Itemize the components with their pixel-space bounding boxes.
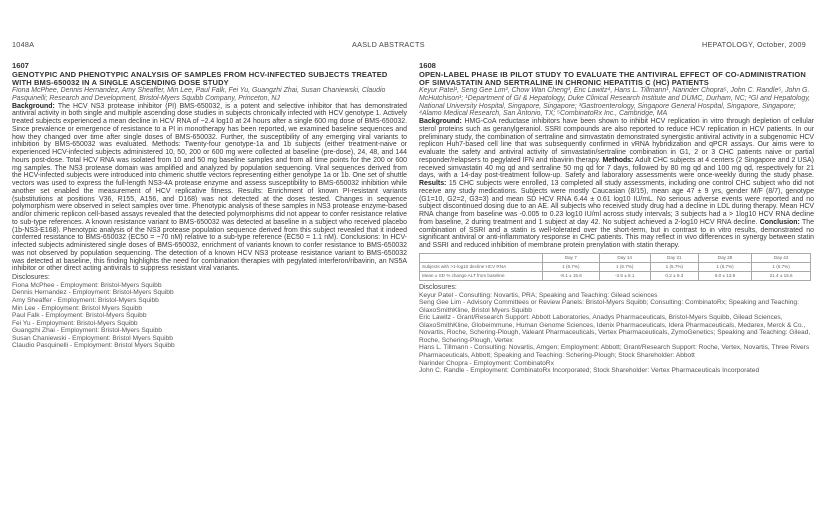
table-cell: 1 (6.7%) bbox=[698, 262, 751, 271]
disclosure-item: Min Lee - Employment: Bristol Myers Squibb bbox=[12, 304, 143, 312]
disclosure-item: Eric Lawitz - Grant/Research Support: Abbott Laboratories, Anadys Pharmaceuticals, Bristol-Myers Squibb, Gilead Sciences, GlaxoSmithKline, Globeimmune, Human Genome Sciences, Idenix Pharmaceuticals, Idera Pharmaceuticals, Medarex, Merck & Co., Novartis, Roche, Schering-Plough, Valeant Pharmaceuticals, Vertex Pharmaceuticals, ZymoGenetics; Speaking and Teaching: Gilead, Roche, Schering-Plough, Vertex bbox=[419, 314, 811, 344]
disclosure-item: Seng Gee Lim - Advisory Committees or Review Panels: Bristol-Myers Squibb; Consulting: CombinatoRx; Speaking and Teaching: GlaxoSmithKline, Bristol Myers Squibb bbox=[419, 299, 799, 314]
section-label: Background: bbox=[12, 102, 55, 110]
disclosure-item: Hans L. Tillmann - Consulting: Novartis, Amgen; Employment: Abbott; Grant/Research Support: Roche, Vertex, Novartis, Three Rivers Pharmaceuticals, Abbott; Speaking and Teaching: Schering-Plough; Stock Shareholder: Abbott bbox=[419, 344, 810, 360]
abstract-body bbox=[419, 118, 814, 250]
disclosure-item: Dennis Hernandez - Employment: Bristol-Myers Squibb bbox=[12, 289, 174, 297]
running-header bbox=[0, 40, 820, 52]
table-cell: -3.5 ± 8.1 bbox=[599, 271, 650, 280]
table-cell: Mean ± SD % change ALT from baseline bbox=[420, 271, 543, 280]
disclosure-item: John C. Randle - Employment: CombinatoRx Incorporated; Stock Shareholder: Vertex Pharmaceuticals Incorporated bbox=[419, 367, 760, 375]
table-cell: 0.2 ± 9.3 bbox=[650, 271, 698, 280]
disclosure-item: Claudio Pasquinelli - Employment: Bristol Myers Squibb bbox=[12, 342, 175, 350]
table-cell: 1 (6.7%) bbox=[650, 262, 698, 271]
disclosure-list bbox=[12, 282, 407, 350]
table-cell: Subjects with >1-log10 decline HCV RNA bbox=[420, 262, 543, 271]
abstract-number: 1608 bbox=[419, 61, 436, 70]
table-header-cell: Day 7 bbox=[543, 253, 600, 262]
disclosures-heading: Disclosures: bbox=[419, 283, 457, 291]
page-number: 1048A bbox=[12, 40, 35, 49]
table-header-cell: Day 28 bbox=[698, 253, 751, 262]
table-row bbox=[420, 271, 811, 280]
abstract-body bbox=[12, 103, 407, 274]
author-list: Keyur Patel¹, Seng Gee Lim², Chow Wan Cheng³, Eric Lawitz⁴, Hans L. Tillmann¹, Narinder Chopra⁵, John C. Randle⁵, John G. McHutchison¹; ¹Department of GI & Hepatology, Duke Clinical Research Institute and DUMC, Durham, NC; ²GI and Hepatology, National University Hospital, Singapore, Singapore; ³Gastroenterology, Singapore General Hospital, Singapore, Singapore; ⁴Alamo Medical Research, San Antonio, TX; ⁵CombinatoRx Inc., Cambridge, MA bbox=[419, 87, 811, 118]
abstract-1608 bbox=[419, 62, 814, 375]
disclosure-list bbox=[419, 292, 814, 375]
journal-date: HEPATOLOGY, October, 2009 bbox=[701, 40, 806, 49]
table-row bbox=[420, 262, 811, 271]
table-header-cell: Day 14 bbox=[599, 253, 650, 262]
abstract-title: OPEN-LABEL PHASE IB PILOT STUDY TO EVALUATE THE ANTIVIRAL EFFECT OF CO-ADMINISTRATION OF SIMVASTATIN AND SERTRALINE IN CHRONIC HEPATITIS C (HC) PATIENTS bbox=[419, 69, 806, 87]
section-label: Methods: bbox=[602, 156, 634, 164]
abstract-1607 bbox=[12, 62, 407, 350]
table-cell: 6.0 ± 13.9 bbox=[698, 271, 751, 280]
abstract-title: GENOTYPIC AND PHENOTYPIC ANALYSIS OF SAMPLES FROM HCV-INFECTED SUBJECTS TREATED WITH BMS-650032 IN A SINGLE ASCENDING DOSE STUDY bbox=[12, 69, 388, 87]
table-cell: 1 (6.7%) bbox=[752, 262, 811, 271]
table-cell: 1 (6.7%) bbox=[543, 262, 600, 271]
conclusion-text: The combination of SSRI and a statin is well-tolerated over the short-term, but in contrast to in vitro results, demonstrated no significant antiviral or anti-inflammatory response in CHC patients. This may reflect in vivo differences in synergy between statin and SSRI and reduced inhibition of membrane protein prenylation with statin therapy. bbox=[419, 218, 814, 250]
table-cell: 21.4 ± 15.6 bbox=[752, 271, 811, 280]
section-label: Conclusion: bbox=[759, 218, 800, 226]
disclosure-item: Narinder Chopra - Employment: CombinatoRx bbox=[419, 359, 554, 367]
author-list: Fiona McPhee, Dennis Hernandez, Amy Sheaffer, Min Lee, Paul Falk, Fei Yu, Guangzhi Zhai, Susan Chaniewski, Claudio Pasquinelli; Research and Development, Bristol-Myers Squibb Company, Princeton, NJ bbox=[12, 87, 386, 102]
section-label: Results: bbox=[419, 180, 447, 188]
abstract-number: 1607 bbox=[12, 61, 29, 70]
disclosure-item: Keyur Patel - Consulting: Novartis, PRA; Speaking and Teaching: Gilead sciences bbox=[419, 291, 658, 299]
results-text: 15 CHC subjects were enrolled, 13 completed all study assessments, including one control CHC subject who did not receive any study medications. Subjects were mostly Caucasian (8/15), mean age 47 ± 9 yrs, gender M/F (8/7), genotype (G1=10, G2=2, G3=3) and mean SD HCV RNA 6.44 ± 0.61 log10 IU/mL. No serious adverse events were reported and no subject discontinued dosing due to an AE. All subjects who received study drug had a decline in LDL during therapy. Mean HCV RNA change from baseline was -0.005 to 0.23 log10 IU/ml across study intervals; 3 subjects had a > 1log10 HCV RNA decline from baseline, 2 during treatment and 1 subject at day 42. No subject achieved a 2-log10 HCV RNA decline. bbox=[419, 180, 814, 226]
table-cell: -8.1 ± 15.6 bbox=[543, 271, 600, 280]
disclosure-item: Guangzhi Zhai - Employment: Bristol-Myers Squibb bbox=[12, 327, 162, 335]
methods-text: Adult CHC subjects at 4 centers (2 Singapore and 2 USA) received simvastatin 40 mg qd and sertraline 50 mg qd for 7 days, followed by 80 mg qd and 100 mg qd, respectively for 21 days, with a 14-day post-treatment follow-up. Safety and laboratory assessments were once-weekly during the study phase. bbox=[419, 156, 814, 180]
disclosure-item: Amy Sheaffer - Employment: Bristol-Myers Squibb bbox=[12, 297, 159, 304]
disclosure-item: Fei Yu - Employment: Bristol-Myers Squibb bbox=[12, 319, 138, 327]
table-header-cell: Day 42 bbox=[752, 253, 811, 262]
disclosure-item: Fiona McPhee - Employment: Bristol-Myers Squibb bbox=[12, 281, 162, 289]
table-header-row bbox=[420, 253, 811, 262]
section-label: Background: bbox=[419, 118, 462, 126]
table-header-cell: Day 21 bbox=[650, 253, 698, 262]
section-title: AASLD ABSTRACTS bbox=[352, 40, 425, 49]
body-text: HMG-CoA reductase inhibitors have been shown to inhibit HCV replication in vitro through depletion of cellular sterol proteins such as geranylgeraniol. SSRI compounds are also reported to reduce HCV replication in HCV patients. In our preliminary study, the combination of sertraline and simvastatin demonstrated synergistic antiviral activity in a subgenomic HCV replicon Huh7-based cell line that was subsequently confirmed in vRNA hybridization and qPCR assays. Our aims were to evaluate the safety and antiviral activity of simvastatin/sertraline combination in G1, 2 or 3 CHC patients naive or partial responder/relapsers to pegylated IFN and ribavirin therapy. bbox=[419, 118, 814, 164]
disclosures-heading: Disclosures: bbox=[12, 274, 50, 282]
table-header-cell bbox=[420, 253, 543, 262]
disclosure-item: Susan Chaniewski - Employment: Bristol Myers Squibb bbox=[12, 334, 173, 342]
body-text: The HCV NS3 protease inhibitor (PI) BMS-650032, is a potent and selective inhibitor that has demonstrated antiviral activity in both single and multiple ascending dose studies in subjects chronically infected with HCV genotype 1. Actively treated subjects experienced a mean decline in HCV RNA of ~2.4 log10 at 24 hours after a single 600 mg dose of BMS-650032. Since prevalence or emergence of resistance to a PI in monotherapy has been reported, we examined baseline sequences and how they changed over time after single doses of BMS-650032. Further, the susceptibility of any emerging viral variants to inhibition by BMS-650032 was evaluated. Methods: Twenty-four genotype-1a and 1b subjects (either treatment-naive or experienced HCV-infected subjects administered 10, 50, 200 or 600 mg were collected at baseline (pre-dose), 24, 48, and 144 hours post-dose. Total HCV RNA was isolated from 10 and 50 mg baseline samples and from all time points for the 200 or 600 mg samples. The NS3 protease domain was amplified and analyzed by population sequencing. Viral sequences derived from the HCV-infected subjects were introduced into chimeric shuttle vectors representing either genotype 1a or 1b. One set of shuttle vectors was used to express the full-length NS3-4A protease enzyme and assess susceptibility to BMS-650032 inhibition while another set enabled the measurement of HCV replicative fitness. Results: Enrichment of known PI-resistant variants (substitutions at positions V36, R155, A156, and D168) was not detected at the doses tested. Changes in sequence polymorphism were observed in select samples over time. Phenotypic analysis of these samples in NS3 protease enzyme-based and/or chimeric replicon cell-based assays revealed that the detected polymorphisms did not appear to confer resistance relative to sub-type references. A known resistance variant to BMS-650032 was detected at baseline in a subject who received placebo (1b-NS3-E168). Phenotypic analysis of the NS3 protease population sequence derived from this subject revealed that it indeed conferred resistance to BMS-650032 (EC50 = ~70 nM) relative to a sub-type reference (EC50 = 1.1 nM). Conclusions: In HCV-infected subjects administered single doses of BMS-650032, enrichment of variants known to confer resistance to BMS-650032 was not observed by population sequencing. The detection of a known HCV NS3 protease resistance variant to BMS-650032 was detected at baseline, this finding highlights the need for combination therapies with pegylated interferon/ribavirin, an NS5A inhibitor or other direct acting antivirals to suppress resistant viral variants. bbox=[12, 102, 407, 273]
disclosure-item: Paul Falk - Employment: Bristol-Myers Squibb bbox=[12, 312, 147, 320]
results-table bbox=[419, 253, 811, 281]
table-cell: 1 (6.7%) bbox=[599, 262, 650, 271]
